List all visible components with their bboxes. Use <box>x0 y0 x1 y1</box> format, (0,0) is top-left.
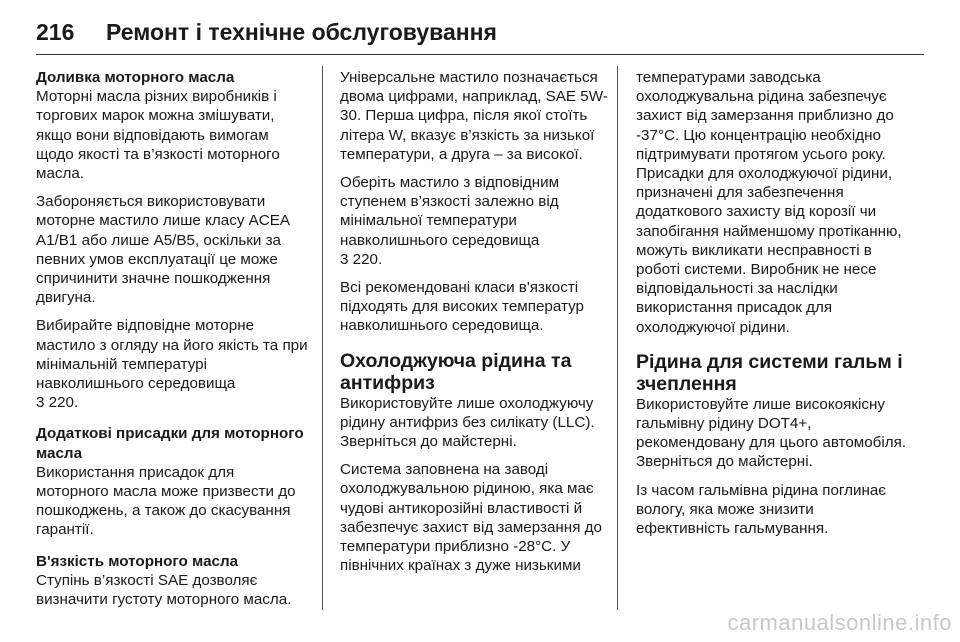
section <box>36 552 308 610</box>
page-header <box>36 12 924 52</box>
paragraph: Ступінь в’язкості SAE дозволяє визначити густоту моторного масла. <box>36 571 292 609</box>
column-right <box>636 68 908 547</box>
section-heading: Доливка моторного масла <box>36 69 235 86</box>
paragraph-text: Вибирайте відповідне моторне мастило з огляду на його якість та при мінімальній температурі навколишнього середовища <box>36 317 308 393</box>
page-reference-link[interactable]: 3 220. <box>36 394 79 412</box>
paragraph: Універсальне мастило позначається двома цифрами, наприклад, SAE 5W-30. Перша цифра, після якої стоїть літера W, вказує в’язкість за низької температури, а друга – за високої. <box>340 69 608 163</box>
paragraph: Система заповнена на заводі охолоджувальною рідиною, яка має чудові антикорозійні властивості й забезпечує захист від замерзання до температури приблизно -28°C. У північних країнах з дуже низькими <box>340 461 602 575</box>
paragraph <box>340 173 612 269</box>
section-heading: Додаткові присадки для моторного масла <box>36 425 304 462</box>
section-heading: Рідина для системи гальм і зчеплення <box>636 350 903 395</box>
column-divider <box>322 66 323 610</box>
paragraph: Використовуйте лише високоякісну гальмівну рідину DOT4+, рекомендовану для цього автомобіля. Зверніться до майстерні. <box>636 395 907 471</box>
paragraph: Забороняється використовувати моторне мастило лише класу ACEA A1/B1 або лише A5/B5, оскільки за певних умов експлуатації це може спричинити значне пошкодження двигуна. <box>36 193 290 307</box>
watermark: carmanualsonline.info <box>727 610 952 635</box>
paragraph: Використовуйте лише охолоджуючу рідину антифриз без силікату (LLC). Зверніться до майстерні. <box>340 394 595 451</box>
page-reference-link[interactable]: 3 220. <box>340 250 383 268</box>
paragraph: Використання присадок для моторного масла може призвести до пошкоджень, а також до скасування гарантії. <box>36 463 296 539</box>
column-divider <box>617 66 618 610</box>
page-number: 216 <box>36 18 75 45</box>
header-rule <box>36 54 924 55</box>
page-title: Ремонт і технічне обслуговування <box>106 18 497 45</box>
paragraph: Моторні масла різних виробників і торгових марок можна змішувати, якщо вони відповідають вимогам щодо якості та в’язкості моторного масла. <box>36 88 280 183</box>
section-heading: Охолоджуюча рідина та антифриз <box>340 349 572 394</box>
section <box>36 424 308 539</box>
paragraph-text: Оберіть мастило з відповідним ступенем в’язкості залежно від мінімальної температури навколишнього середовища <box>340 174 560 249</box>
paragraph <box>36 316 308 412</box>
section-heading: В'язкість моторного масла <box>36 552 239 570</box>
paragraph: Із часом гальмівна рідина поглинає вологу, яка може знизити ефективність гальмування. <box>636 481 887 538</box>
paragraph: температурами заводська охолоджувальна рідина забезпечує захист від замерзання приблизно до -37°C. Цю концентрацію необхідно підтримувати протягом усього року. Присадки для охолоджуючої рідини, призначені для забезпечення додаткового захисту від корозії чи запобігання найменшому протіканню, можуть викликати несправності в роботі системи. Виробник не несе відповідальності за наслідки використання присадок для охолоджуючої рідини. <box>636 69 902 336</box>
column-middle <box>340 68 612 584</box>
paragraph: Всі рекомендовані класи в'язкості підходять для високих температур навколишнього середовища. <box>340 279 584 335</box>
column-left <box>36 68 308 618</box>
